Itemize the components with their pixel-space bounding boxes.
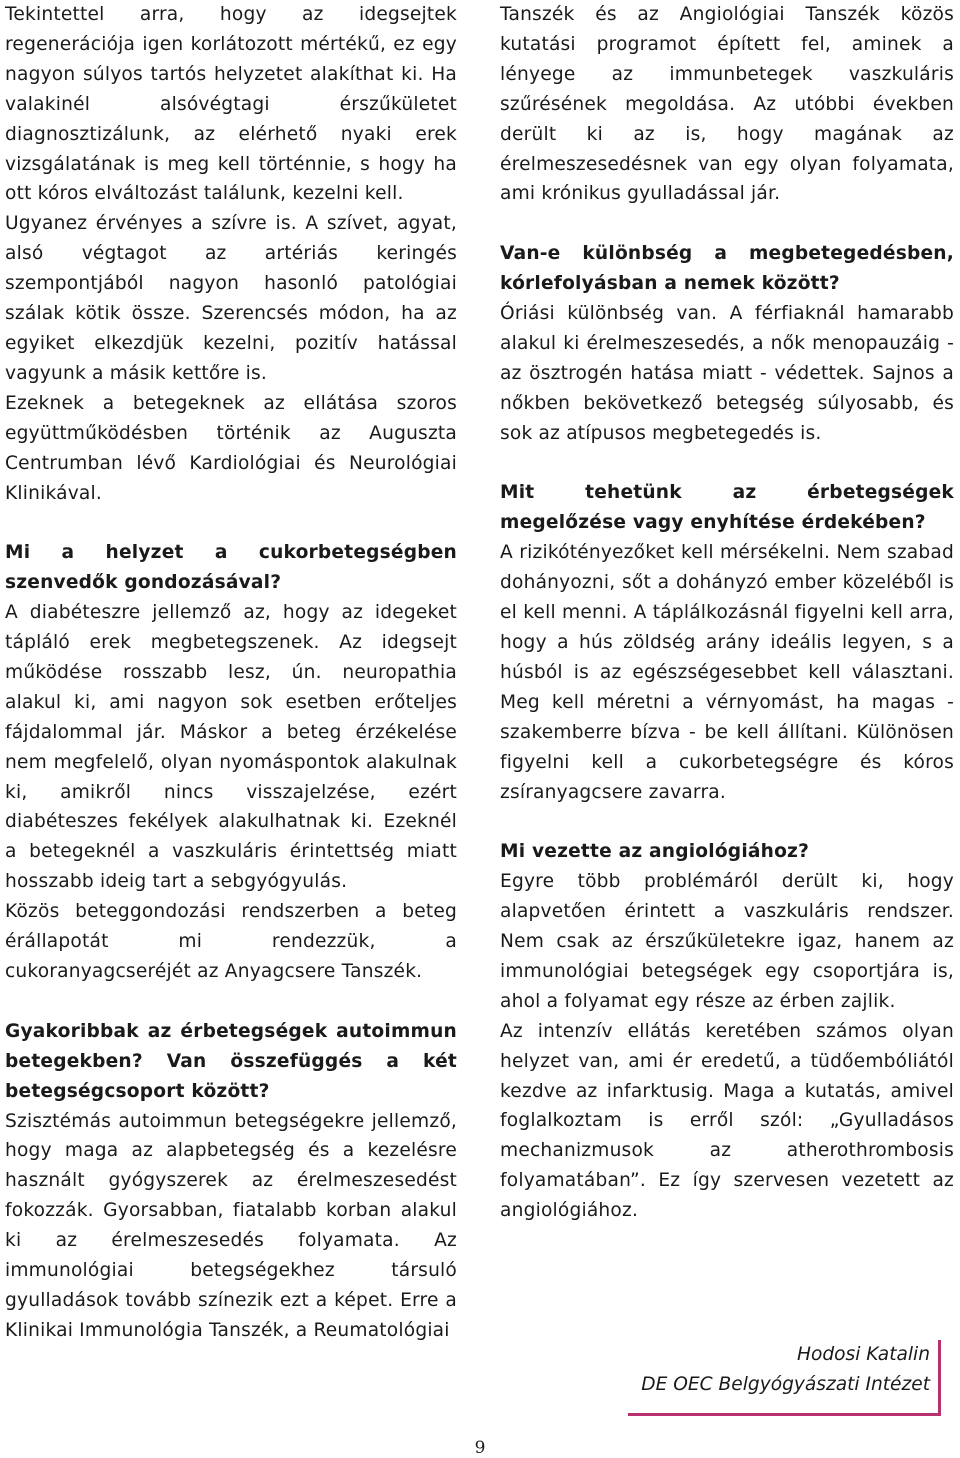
left-column — [5, 0, 457, 1346]
page-number: 9 — [474, 1438, 486, 1458]
spacer — [5, 987, 457, 1017]
paragraph: A rizikótényezőket kell mérsékelni. Nem szabad dohányozni, sőt a dohányzó ember közeléből is el kell menni. A táplálkozásnál figyelni kell arra, hogy a hús zöldség arány ideális legyen, s a húsból is az egészségesebbet kell választani. Meg kell méretni a vérnyomást, ha magas - szakemberre bízva - be kell állítani. Különösen figyelni kell a cukorbetegségre és kóros zsíranyagcsere zavarra. — [500, 542, 954, 803]
paragraph: Ezeknek a betegeknek az ellátása szoros együttműködésben történik az Auguszta Centrumban lévő Kardiológiai és Neurológiai Klinikával. — [5, 392, 457, 504]
paragraph: A diabéteszre jellemző az, hogy az idegeket tápláló erek megbetegszenek. Az idegsejt működése rosszabb lesz, ún. neuropathia alakul ki, ami nagyon sok esetben erőteljes fájdalommal jár. Máskor a beteg érzékelése nem megfelelő, olyan nyomáspontok alakulnak ki, amikről nincs visszajelzése, ezért diabéteszes fekélyek alakulhatnak ki. Ezeknél a betegeknél a vaszkuláris érintettség miatt hosszabb ideig tart a sebgyógyulás. — [5, 602, 457, 893]
section-heading: Mi vezette az angiológiához? — [500, 841, 810, 863]
paragraph: Ugyanez érvényes a szívre is. A szívet, agyat, alsó végtagot az artériás keringés szempontjából nagyon hasonló patológiai szálak kötik össze. Szerencsés módon, ha az egyiket elkezdjük kezelni, pozitív hatással vagyunk a másik kettőre is. — [5, 213, 457, 384]
paragraph: Közös beteggondozási rendszerben a beteg érállapotát mi rendezzük, a cukoranyagcseréjét az Anyagcsere Tanszék. — [5, 901, 457, 982]
author-signature — [628, 1340, 941, 1416]
paragraph: Szisztémás autoimmun betegségekre jellemző, hogy maga az alapbetegség és a kezelésre használt gyógyszerek az érelmeszesedést fokozzák. Gyorsabban, fiatalabb korban alakul ki az érelmeszesedés folyamata. Az immunológiai betegségekhez társuló gyulladások tovább színezik ezt a képet. Erre a Klinikai Immunológia Tanszék, a Reumatológiai — [5, 1110, 457, 1341]
paragraph: Tekintettel arra, hogy az idegsejtek regenerációja igen korlátozott mértékű, ez egy nagyon súlyos tartós helyzetet alakíthat ki. Ha valakinél alsóvégtagi érszűkületet diagnosztizálunk, az elérhető nyaki erek vizsgálatának is meg kell történnie, s hogy ha ott kóros elváltozást találunk, kezelni kell. — [5, 4, 457, 205]
section-heading: Mit tehetünk az érbetegségek megelőzése vagy enyhítése érdekében? — [500, 482, 954, 534]
section-heading: Gyakoribbak az érbetegségek autoimmun betegekben? Van összefüggés a két betegségcsoport között? — [5, 1020, 457, 1102]
paragraph: Óriási különbség van. A férfiaknál hamarabb alakul ki érelmeszesedés, a nők menopauzáig - az ösztrogén hatása miatt - védettek. Sajnos a nőkben bekövetkező betegség súlyosabb, és sok az atípusos megbetegedés is. — [500, 303, 954, 444]
section-heading: Van-e különbség a megbetegedésben, kórlefolyásban a nemek között? — [500, 243, 954, 295]
right-column — [500, 0, 954, 1226]
paragraph: Az intenzív ellátás keretében számos olyan helyzet van, ami ér eredetű, a tüdőembóliától kezdve az infarktusig. Maga a kutatás, amivel foglalkoztam is erről szól: „Gyulladásos mechanizmusok az atherothrombosis folyamatában”. Ez így szervesen vezetett az angiológiához. — [500, 1020, 954, 1222]
paragraph: Egyre több problémáról derült ki, hogy alapvetően érintett a vaszkuláris rendszer. Nem csak az érszűkületekre igaz, hanem az immunológiai betegségek egy csoportjára is, ahol a folyamat egy része az érben zajlik. — [500, 871, 954, 1012]
author-affiliation: DE OEC Belgyógyászati Intézet — [641, 1373, 930, 1395]
spacer — [5, 508, 457, 538]
spacer — [500, 807, 954, 837]
paragraph: Tanszék és az Angiológiai Tanszék közös kutatási programot épített fel, aminek a lényege az immunbetegek vaszkuláris szűrésének megoldása. Az utóbbi években derült ki az is, hogy magának az érelmeszesedésnek van egy olyan folyamata, ami krónikus gyulladással jár. — [500, 4, 954, 205]
author-name: Hodosi Katalin — [796, 1344, 930, 1365]
spacer — [500, 449, 954, 479]
section-heading: Mi a helyzet a cukorbetegségben szenvedők gondozásával? — [5, 542, 457, 594]
spacer — [500, 209, 954, 239]
